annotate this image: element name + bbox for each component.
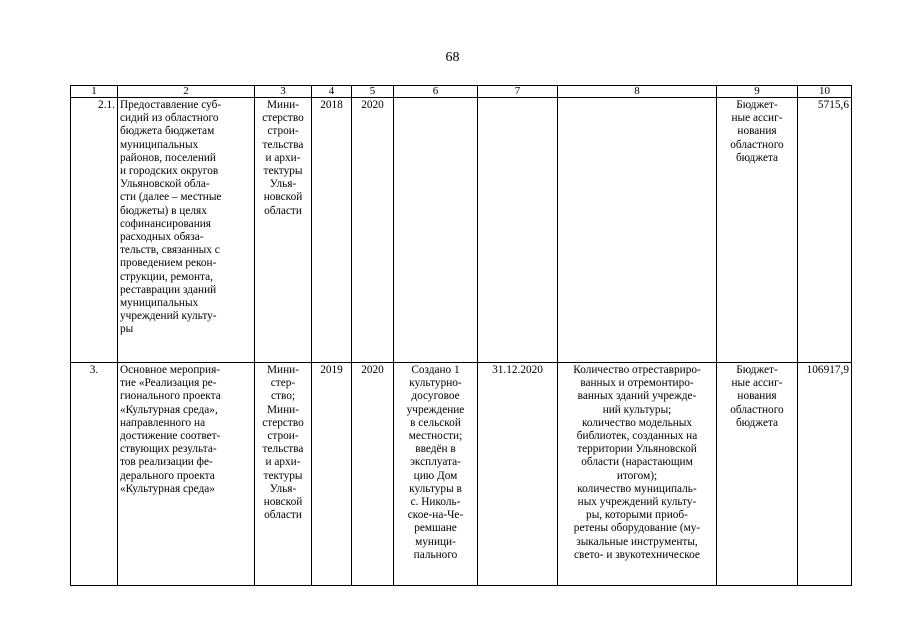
cell-line: ское-на-Че- [407,509,464,522]
cell-line: Мини- [267,364,299,376]
start-year-cell: 2019 [312,363,352,586]
cell-line: бюджета [735,416,779,429]
column-header: 6 [394,86,478,98]
cell-line: ний культуры; [602,403,672,416]
cell-line: ные ассиг- [731,112,783,125]
end-year-cell: 2020 [352,363,394,586]
start-year-cell: 2018 [312,98,352,363]
cell-line: Ульяновской обла- [120,178,210,191]
executor-cell [255,363,312,586]
cell-line: новской [263,496,303,509]
cell-line: местности; [408,430,463,443]
cell-line: ванных зданий учрежде- [577,390,697,403]
cell-line: тельств, связанных с [120,244,220,257]
cell-line: муниципальных [120,138,199,151]
column-header: 1 [71,86,118,98]
cell-line: стерство [262,112,304,125]
cell-line: гионального проекта [120,390,221,403]
cell-line: муниципальных [120,297,199,310]
cell-line: Основное мероприя- [120,364,221,376]
deadline-cell: 31.12.2020 [478,363,558,586]
column-header: 7 [478,86,558,98]
cell-line: и архи- [265,456,301,469]
cell-line: струкции, ремонта, [120,270,213,283]
cell-line: учреждений культу- [120,310,217,323]
cell-line: тельства [262,138,304,151]
cell-line: в сельской [410,416,461,429]
cell-line: строи- [267,125,299,138]
cell-line: областного [730,403,784,416]
cell-line: ры, которыми приоб- [586,509,688,522]
cell-line: ванных и отремонтиро- [580,377,694,390]
cell-line: бюджета бюджетам [120,125,215,138]
column-header: 3 [255,86,312,98]
cell-line: реставрации зданий [120,283,217,296]
cell-line: и городских округов [120,165,219,178]
cell-line: стер- [270,377,296,390]
end-year-cell: 2020 [352,98,394,363]
cell-line: ные ассиг- [731,377,783,390]
result-cell [394,98,478,363]
deadline-cell [478,98,558,363]
column-header: 9 [717,86,798,98]
cell-line: тие «Реализация ре- [120,377,217,390]
amount-cell: 106917,9 [798,363,852,586]
page-number: 68 [445,50,460,65]
column-header: 10 [798,86,852,98]
cell-line: и архи- [265,151,301,164]
cell-line: области [264,204,302,217]
header-row [71,86,852,98]
cell-line: свето- и звукотехническое [574,548,700,561]
activities-table [70,85,852,586]
cell-line: дерального проекта [120,469,215,482]
cell-line: цию Дом [413,469,458,482]
cell-line: тектуры [263,165,303,178]
cell-line: Улья- [269,178,297,191]
cell-line: учреждение [406,403,465,416]
cell-line: Мини- [267,403,299,416]
description-cell [118,98,255,363]
cell-line: Улья- [269,482,297,495]
cell-line: строи- [267,430,299,443]
description-cell [118,363,255,586]
cell-line: стерство [262,416,304,429]
cell-line: Бюджет- [736,364,778,376]
cell-line: ство; [271,390,295,403]
indicators-cell [558,363,717,586]
cell-line: ствующих результа- [120,443,217,456]
funding-source-cell [717,363,798,586]
cell-line: ретены оборудование (му- [573,522,701,535]
cell-line: Бюджет- [736,99,778,111]
cell-line: Мини- [267,99,299,111]
cell-line: Предоставление суб- [120,99,222,111]
result-cell [394,363,478,586]
cell-line: «Культурная среда» [120,482,215,495]
cell-line: районов, поселений [120,151,216,164]
cell-line: ных учреждений культу- [577,496,697,509]
cell-line: сти (далее – местные [120,191,222,204]
cell-line: бюджеты) в целях [120,204,207,217]
cell-line: эксплуата- [410,456,461,469]
column-header: 8 [558,86,717,98]
amount-cell: 5715,6 [798,98,852,363]
cell-line: «Культурная среда», [120,403,218,416]
cell-line: территории Ульяновской [577,443,697,456]
cell-line: Создано 1 [411,364,460,376]
row-number-cell: 3. [71,363,118,586]
cell-line: муници- [415,535,456,548]
cell-line: количество муниципаль- [577,482,697,495]
cell-line: досуговое [411,390,460,403]
column-header: 4 [312,86,352,98]
cell-line: нования [737,390,777,403]
cell-line: областного [730,138,784,151]
cell-line: достижение соответ- [120,430,221,443]
cell-line: тов реализации фе- [120,456,213,469]
cell-line: Количество отреставриро- [573,364,701,376]
cell-line: культуры в [409,482,462,495]
cell-line: тектуры [263,469,303,482]
cell-line: бюджета [735,151,779,164]
cell-line: тельства [262,443,304,456]
cell-line: библиотек, созданных на [576,430,698,443]
table-row [71,363,852,586]
indicators-cell [558,98,717,363]
cell-line: области [264,509,302,522]
cell-line: введён в [415,443,456,456]
executor-cell [255,98,312,363]
column-header: 5 [352,86,394,98]
cell-line: с. Николь- [410,496,461,509]
cell-line: ры [120,323,134,336]
row-number-cell: 2.1. [71,98,118,363]
table-row [71,98,852,363]
cell-line: софинансирования [120,217,211,230]
column-header: 2 [118,86,255,98]
cell-line: пального [413,548,458,561]
cell-line: итогом); [616,469,658,482]
cell-line: сидий из областного [120,112,219,125]
cell-line: ремшане [414,522,457,535]
cell-line: нования [737,125,777,138]
cell-line: количество модельных [581,416,693,429]
cell-line: направленного на [120,416,206,429]
cell-line: зыкальные инструменты, [576,535,698,548]
cell-line: области (нарастающим [581,456,693,469]
cell-line: культурно- [409,377,462,390]
cell-line: новской [263,191,303,204]
funding-source-cell [717,98,798,363]
cell-line: проведением рекон- [120,257,217,270]
cell-line: расходных обяза- [120,231,204,244]
